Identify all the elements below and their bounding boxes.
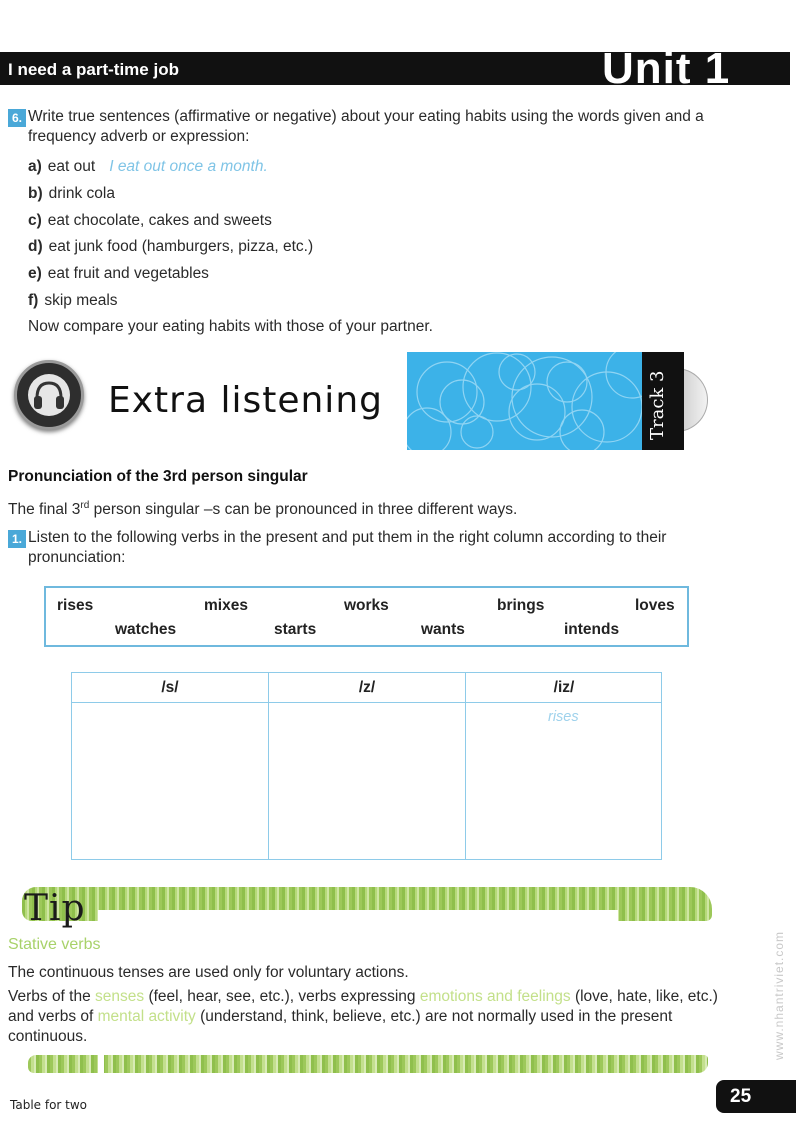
exercise-followup: Now compare your eating habits with those of your partner. — [28, 318, 433, 335]
item-text: drink cola — [48, 185, 115, 202]
table-divider — [465, 673, 466, 859]
item-text: eat chocolate, cakes and sweets — [47, 212, 272, 229]
extra-listening-title: Extra listening — [108, 380, 383, 421]
sorting-table — [71, 672, 662, 860]
track-label: Track 3 — [647, 370, 668, 440]
item-letter: d) — [28, 238, 43, 255]
table-header-z: /z/ — [358, 679, 376, 696]
item-text: eat junk food (hamburgers, pizza, etc.) — [48, 238, 314, 255]
exercise-item — [28, 292, 118, 310]
ordinal-suffix: rd — [80, 500, 90, 511]
exercise-item — [28, 185, 115, 203]
item-letter: b) — [28, 185, 43, 202]
exercise-item — [28, 158, 268, 176]
verb-word: wants — [421, 621, 465, 638]
tip-bottom-gap — [98, 1055, 104, 1073]
verb-word: watches — [115, 621, 177, 638]
tip-paragraph — [8, 987, 728, 1047]
tip-bottom-band — [28, 1055, 708, 1073]
table-example-answer: rises — [548, 709, 579, 725]
watermark: www.nhantriviet.com — [772, 930, 786, 1060]
section-heading: Pronunciation of the 3rd person singular — [8, 468, 308, 485]
intro-text: The final 3 — [8, 501, 81, 519]
item-letter: c) — [28, 212, 42, 229]
exercise-instruction: Listen to the following verbs in the present and put them in the right column according to their pronunciation: — [28, 529, 667, 566]
verb-word: works — [344, 597, 389, 614]
intro-text-rest: person singular –s can be pronounced in three different ways. — [89, 501, 518, 519]
item-text: skip meals — [44, 292, 118, 309]
verb-word: rises — [57, 597, 94, 614]
track-decoration — [407, 352, 644, 450]
tip-text: (feel, hear, see, etc.), verbs expressing — [144, 988, 420, 1005]
highlight-mental: mental activity — [97, 1008, 196, 1025]
item-letter: f) — [28, 292, 39, 309]
tip-text: Verbs of the — [8, 988, 96, 1005]
unit-title: Unit 1 — [602, 44, 731, 93]
headphones-icon — [14, 360, 84, 430]
table-header-iz: /iz/ — [553, 679, 575, 696]
verb-word: intends — [564, 621, 620, 638]
pronunciation-intro — [8, 496, 517, 520]
tip-text: (understand, think, believe, etc.) are not normally used in the present continuous. — [8, 1008, 673, 1045]
highlight-senses: senses — [95, 988, 145, 1005]
exercise-item — [28, 238, 313, 256]
item-letter: e) — [28, 265, 42, 282]
verb-word: brings — [497, 597, 545, 614]
table-divider — [268, 673, 269, 859]
page-number: 25 — [730, 1086, 752, 1107]
page-number-box — [716, 1080, 796, 1113]
tip-heading: Stative verbs — [8, 936, 101, 953]
table-header-s: /s/ — [161, 679, 179, 696]
page-title: I need a part-time job — [8, 60, 179, 79]
tip-label: Tip — [24, 888, 86, 929]
exercise-item — [28, 265, 209, 283]
verb-word: mixes — [204, 597, 248, 614]
example-answer: I eat out once a month. — [109, 158, 268, 175]
verb-word: starts — [274, 621, 317, 638]
item-text: eat fruit and vegetables — [47, 265, 209, 282]
exercise-item — [28, 212, 272, 230]
item-text: eat out — [47, 158, 96, 175]
tip-line: The continuous tenses are used only for voluntary actions. — [8, 964, 409, 981]
exercise-number-badge: 6. — [8, 109, 26, 127]
book-title: Table for two — [10, 1098, 88, 1112]
highlight-emotions: emotions and feelings — [419, 988, 571, 1005]
item-letter: a) — [28, 158, 42, 175]
tip-text: (love, hate, like, etc.) and verbs of — [8, 988, 718, 1025]
table-divider — [72, 702, 661, 703]
tip-banner-gap — [98, 910, 618, 921]
exercise-number-badge: 1. — [8, 530, 26, 548]
exercise-instruction: Write true sentences (affirmative or negative) about your eating habits using the words given and a frequency adverb or expression: — [28, 108, 704, 145]
verb-word: loves — [635, 597, 675, 614]
